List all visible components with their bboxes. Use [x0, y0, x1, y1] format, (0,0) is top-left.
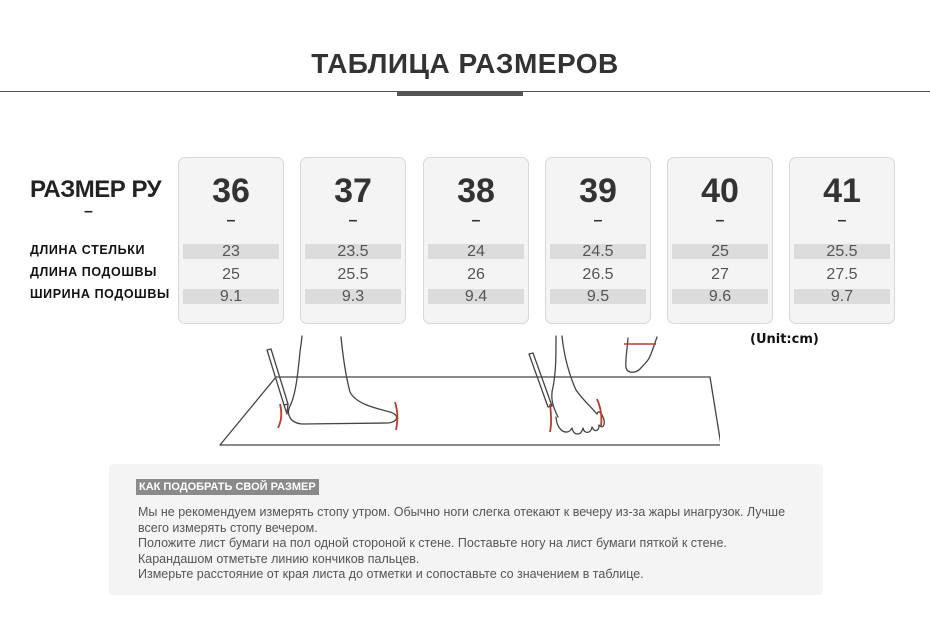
- insole-length-value: 25: [672, 244, 768, 259]
- size-card-41: [789, 157, 895, 324]
- size-number: 40: [701, 172, 739, 210]
- instruction-line: всего измерять стопу вечером.: [138, 520, 318, 535]
- insole-length-value: 24.5: [550, 244, 646, 259]
- instruction-line: Карандашом отметьте линию кончиков пальцев.: [138, 551, 420, 566]
- size-card-37: [300, 157, 406, 324]
- size-card-39: [545, 157, 651, 324]
- instructions-title: КАК ПОДОБРАТЬ СВОЙ РАЗМЕР: [136, 479, 319, 495]
- size-card-36: [178, 157, 284, 324]
- sole-width-value: 9.1: [183, 289, 279, 304]
- sole-width-value: 9.6: [672, 289, 768, 304]
- side-foot: [289, 336, 397, 424]
- size-dash: –: [837, 212, 847, 229]
- sole-width-value: 9.5: [550, 289, 646, 304]
- sizing-instructions-panel: [109, 464, 823, 595]
- unit-label: (Unit:cm): [750, 332, 819, 347]
- instruction-line: Измерьте расстояние от края листа до отметки и сопоставьте со значением в таблице.: [138, 567, 644, 581]
- insole-length-label: ДЛИНА СТЕЛЬКИ: [30, 243, 146, 257]
- insole-length-value: 24: [428, 244, 524, 259]
- sole-length-label: ДЛИНА ПОДОШВЫ: [30, 265, 157, 279]
- sole-length-value: 27.5: [826, 266, 858, 283]
- size-number: 38: [457, 172, 495, 210]
- size-card-38: [423, 157, 529, 324]
- size-number: 37: [334, 172, 372, 210]
- size-row-label: РАЗМЕР РУ: [30, 176, 162, 203]
- instruction-line: Положите лист бумаги на пол одной стороной к стене. Поставьте ногу на лист бумаги пяткой к стене.: [138, 536, 727, 550]
- size-number: 39: [579, 172, 617, 210]
- pencil-right-icon: [529, 353, 552, 407]
- size-dash: –: [471, 212, 481, 229]
- sole-width-value: 9.3: [305, 289, 401, 304]
- toe-detail: [626, 337, 657, 372]
- sole-width-value: 9.4: [428, 289, 524, 304]
- size-number: 41: [823, 172, 861, 210]
- sole-length-value: 25: [222, 266, 240, 283]
- title-accent-bar: [397, 91, 523, 96]
- sole-width-label: ШИРИНА ПОДОШВЫ: [30, 287, 170, 301]
- sole-length-value: 25.5: [337, 266, 369, 283]
- sole-length-value: 26: [467, 266, 485, 283]
- instruction-line: Мы не рекомендуем измерять стопу утром. Обычно ноги слегка отекают к вечеру из-за жары инагрузок. Лучше: [138, 505, 786, 519]
- foot-measurement-illustration: [210, 332, 720, 450]
- size-dash: –: [348, 212, 358, 229]
- size-dash: –: [226, 212, 236, 229]
- insole-length-value: 25.5: [794, 244, 890, 259]
- sole-length-value: 27: [711, 266, 729, 283]
- measurement-marks: [278, 344, 656, 432]
- sole-width-value: 9.7: [794, 289, 890, 304]
- sole-length-value: 26.5: [582, 266, 614, 283]
- size-number: 36: [212, 172, 250, 210]
- insole-length-value: 23: [183, 244, 279, 259]
- size-card-40: [667, 157, 773, 324]
- page-title: ТАБЛИЦА РАЗМЕРОВ: [311, 48, 619, 79]
- instructions-text: [138, 505, 828, 583]
- insole-length-value: 23.5: [305, 244, 401, 259]
- size-dash: –: [715, 212, 725, 229]
- size-dash: –: [593, 212, 603, 229]
- size-row-dash: –: [84, 203, 93, 220]
